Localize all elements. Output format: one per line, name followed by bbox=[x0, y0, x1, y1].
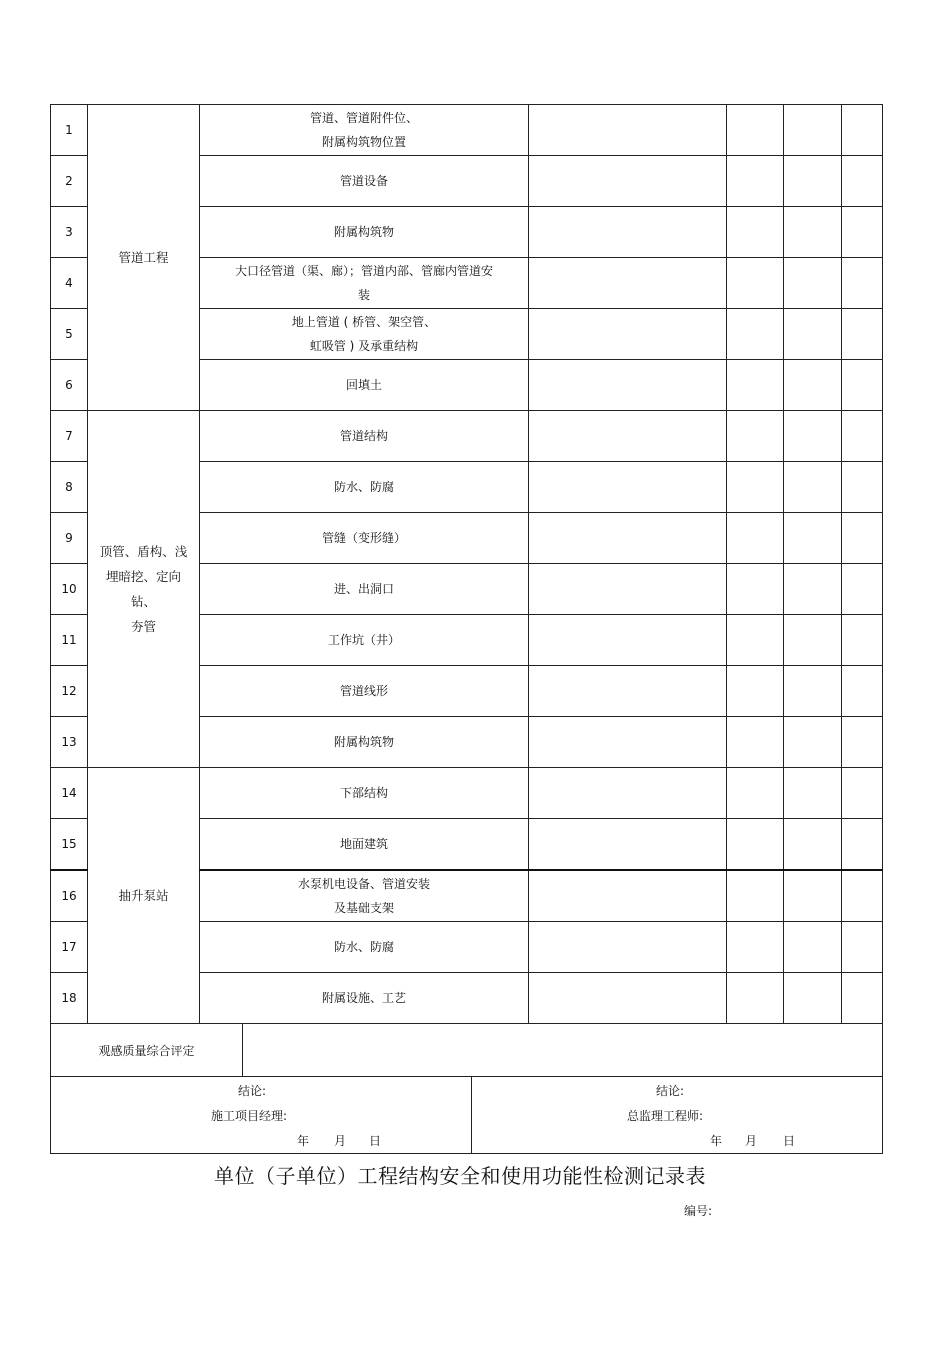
row-number: 16 bbox=[51, 870, 88, 922]
row-number: 4 bbox=[51, 258, 88, 309]
inspection-item-line: 防水、防腐 bbox=[333, 940, 394, 954]
blank-cell[interactable] bbox=[784, 207, 842, 258]
blank-cell[interactable] bbox=[842, 513, 883, 564]
row-number: 8 bbox=[51, 462, 88, 513]
blank-cell[interactable] bbox=[842, 360, 883, 411]
blank-cell[interactable] bbox=[529, 615, 727, 666]
blank-cell[interactable] bbox=[529, 411, 727, 462]
inspection-item bbox=[200, 207, 529, 258]
contractor-conclusion-label: 结论: bbox=[238, 1084, 267, 1098]
blank-cell[interactable] bbox=[727, 717, 784, 768]
row-number: 11 bbox=[51, 615, 88, 666]
blank-cell[interactable] bbox=[529, 513, 727, 564]
inspection-item-line: 进、出洞口 bbox=[333, 582, 394, 596]
blank-cell[interactable] bbox=[842, 666, 883, 717]
inspection-item bbox=[200, 309, 529, 360]
row-number: 9 bbox=[51, 513, 88, 564]
blank-cell[interactable] bbox=[529, 207, 727, 258]
blank-cell[interactable] bbox=[529, 768, 727, 819]
inspection-item-line: 地上管道 ( 桥管、架空管、 bbox=[291, 315, 437, 329]
inspection-item bbox=[200, 666, 529, 717]
blank-cell[interactable] bbox=[529, 717, 727, 768]
blank-cell[interactable] bbox=[727, 360, 784, 411]
table-row bbox=[51, 411, 883, 462]
row-number: 5 bbox=[51, 309, 88, 360]
blank-cell[interactable] bbox=[727, 207, 784, 258]
supervisor-conclusion-label: 结论: bbox=[656, 1084, 685, 1098]
blank-cell[interactable] bbox=[529, 973, 727, 1024]
group-trenchless-label bbox=[96, 539, 192, 639]
inspection-item bbox=[200, 105, 529, 156]
blank-cell[interactable] bbox=[727, 564, 784, 615]
blank-cell[interactable] bbox=[842, 922, 883, 973]
inspection-item-line: 工作坑（井） bbox=[327, 633, 400, 647]
inspection-item bbox=[200, 615, 529, 666]
blank-cell[interactable] bbox=[529, 564, 727, 615]
signature-row bbox=[51, 1077, 883, 1154]
blank-cell[interactable] bbox=[842, 717, 883, 768]
blank-cell[interactable] bbox=[529, 156, 727, 207]
row-number: 15 bbox=[51, 819, 88, 871]
row-number: 12 bbox=[51, 666, 88, 717]
inspection-item-line: 回填土 bbox=[345, 378, 382, 392]
inspection-item-line: 大口径管道（渠、廊）；管道内部、管廊内管道安 bbox=[234, 264, 493, 278]
blank-cell[interactable] bbox=[784, 973, 842, 1024]
inspection-item-line: 装 bbox=[357, 288, 370, 302]
blank-cell[interactable] bbox=[784, 922, 842, 973]
blank-cell[interactable] bbox=[784, 360, 842, 411]
blank-cell[interactable] bbox=[784, 258, 842, 309]
blank-cell[interactable] bbox=[784, 768, 842, 819]
group-pump-station-label: 抽升泵站 bbox=[118, 888, 169, 903]
group-trenchless-line: 夯管 bbox=[130, 619, 156, 634]
evaluation-row bbox=[51, 1024, 883, 1077]
table-row bbox=[51, 105, 883, 156]
inspection-item bbox=[200, 258, 529, 309]
blank-cell[interactable] bbox=[784, 819, 842, 871]
inspection-item-line: 附属设施、工艺 bbox=[321, 991, 406, 1005]
blank-cell[interactable] bbox=[784, 156, 842, 207]
inspection-item-line: 水泵机电设备、管道安装 bbox=[297, 877, 430, 891]
group-trenchless-line: 钻、 bbox=[130, 594, 156, 609]
inspection-item-line: 虹吸管 ) 及承重结构 bbox=[309, 339, 419, 353]
supervisor-day-label: 日 bbox=[783, 1134, 796, 1148]
evaluation-value[interactable] bbox=[243, 1024, 883, 1077]
inspection-item bbox=[200, 717, 529, 768]
blank-cell[interactable] bbox=[727, 922, 784, 973]
evaluation-label: 观感质量综合评定 bbox=[51, 1024, 243, 1077]
blank-cell[interactable] bbox=[842, 309, 883, 360]
blank-cell[interactable] bbox=[727, 513, 784, 564]
blank-cell[interactable] bbox=[784, 309, 842, 360]
inspection-item-line: 管道、管道附件位、 bbox=[309, 111, 418, 125]
blank-cell[interactable] bbox=[842, 870, 883, 922]
blank-cell[interactable] bbox=[727, 615, 784, 666]
blank-cell[interactable] bbox=[529, 309, 727, 360]
blank-cell[interactable] bbox=[727, 105, 784, 156]
blank-cell[interactable] bbox=[529, 105, 727, 156]
blank-cell[interactable] bbox=[529, 666, 727, 717]
inspection-item-line: 管道设备 bbox=[339, 174, 388, 188]
code-number-label: 编号: bbox=[684, 1204, 713, 1218]
contractor-year-label: 年 bbox=[297, 1134, 310, 1148]
blank-cell[interactable] bbox=[727, 819, 784, 871]
blank-cell[interactable] bbox=[529, 462, 727, 513]
blank-cell[interactable] bbox=[727, 156, 784, 207]
inspection-item bbox=[200, 973, 529, 1024]
inspection-item bbox=[200, 870, 529, 922]
blank-cell[interactable] bbox=[842, 615, 883, 666]
row-number: 14 bbox=[51, 768, 88, 819]
row-number: 7 bbox=[51, 411, 88, 462]
blank-cell[interactable] bbox=[529, 922, 727, 973]
blank-cell[interactable] bbox=[727, 309, 784, 360]
blank-cell[interactable] bbox=[784, 105, 842, 156]
row-number: 17 bbox=[51, 922, 88, 973]
contractor-day-label: 日 bbox=[369, 1134, 382, 1148]
blank-cell[interactable] bbox=[842, 258, 883, 309]
row-number: 18 bbox=[51, 973, 88, 1024]
inspection-sheet bbox=[50, 104, 882, 1154]
blank-cell[interactable] bbox=[784, 411, 842, 462]
blank-cell[interactable] bbox=[727, 411, 784, 462]
blank-cell[interactable] bbox=[727, 870, 784, 922]
group-pipeline-engineering bbox=[88, 105, 200, 411]
blank-cell[interactable] bbox=[727, 768, 784, 819]
row-number: 1 bbox=[51, 105, 88, 156]
contractor-sign-cell[interactable] bbox=[51, 1077, 472, 1154]
blank-cell[interactable] bbox=[842, 411, 883, 462]
blank-cell[interactable] bbox=[529, 360, 727, 411]
blank-cell[interactable] bbox=[842, 105, 883, 156]
row-number: 6 bbox=[51, 360, 88, 411]
inspection-item-line: 管道结构 bbox=[339, 429, 388, 443]
blank-cell[interactable] bbox=[784, 462, 842, 513]
blank-cell[interactable] bbox=[529, 870, 727, 922]
blank-cell[interactable] bbox=[727, 462, 784, 513]
inspection-item bbox=[200, 156, 529, 207]
supervisor-year-label: 年 bbox=[710, 1134, 723, 1148]
inspection-item-line: 管缝（变形缝） bbox=[321, 531, 406, 545]
blank-cell[interactable] bbox=[784, 564, 842, 615]
blank-cell[interactable] bbox=[784, 666, 842, 717]
signature-table bbox=[50, 1076, 883, 1154]
blank-cell[interactable] bbox=[842, 156, 883, 207]
inspection-item bbox=[200, 564, 529, 615]
blank-cell[interactable] bbox=[727, 666, 784, 717]
contractor-pm-label: 施工项目经理: bbox=[211, 1109, 288, 1123]
blank-cell[interactable] bbox=[842, 819, 883, 871]
blank-cell[interactable] bbox=[842, 973, 883, 1024]
inspection-item-line: 及基础支架 bbox=[333, 901, 394, 915]
group-trenchless bbox=[88, 411, 200, 768]
row-number: 2 bbox=[51, 156, 88, 207]
inspection-item-line: 下部结构 bbox=[339, 786, 388, 800]
chief-supervisor-label: 总监理工程师: bbox=[627, 1109, 704, 1123]
group-pump-station bbox=[88, 768, 200, 1024]
row-number: 3 bbox=[51, 207, 88, 258]
supervisor-sign-cell[interactable] bbox=[472, 1077, 883, 1154]
inspection-item-line: 地面建筑 bbox=[339, 837, 388, 851]
evaluation-table bbox=[50, 1023, 883, 1077]
inspection-item bbox=[200, 922, 529, 973]
blank-cell[interactable] bbox=[529, 258, 727, 309]
group-trenchless-line: 顶管、盾构、浅 bbox=[99, 544, 188, 559]
group-trenchless-line: 埋暗挖、定向 bbox=[105, 569, 181, 584]
blank-cell[interactable] bbox=[784, 717, 842, 768]
inspection-table bbox=[50, 104, 883, 1024]
inspection-item-line: 附属构筑物 bbox=[333, 735, 394, 749]
inspection-item bbox=[200, 462, 529, 513]
inspection-item bbox=[200, 411, 529, 462]
document-title: 单位（子单位）工程结构安全和使用功能性检测记录表 bbox=[214, 1164, 706, 1188]
inspection-item bbox=[200, 360, 529, 411]
blank-cell[interactable] bbox=[784, 870, 842, 922]
blank-cell[interactable] bbox=[842, 768, 883, 819]
inspection-item-line: 防水、防腐 bbox=[333, 480, 394, 494]
inspection-item bbox=[200, 768, 529, 819]
blank-cell[interactable] bbox=[529, 819, 727, 871]
row-number: 13 bbox=[51, 717, 88, 768]
inspection-item-line: 管道线形 bbox=[339, 684, 388, 698]
blank-cell[interactable] bbox=[727, 973, 784, 1024]
blank-cell[interactable] bbox=[842, 207, 883, 258]
row-number: 10 bbox=[51, 564, 88, 615]
inspection-item-line: 附属构筑物 bbox=[333, 225, 394, 239]
inspection-item bbox=[200, 819, 529, 871]
blank-cell[interactable] bbox=[784, 513, 842, 564]
inspection-item bbox=[200, 513, 529, 564]
blank-cell[interactable] bbox=[784, 615, 842, 666]
supervisor-month-label: 月 bbox=[745, 1134, 758, 1148]
blank-cell[interactable] bbox=[842, 462, 883, 513]
inspection-item-line: 附属构筑物位置 bbox=[321, 135, 406, 149]
group-pipeline-engineering-label: 管道工程 bbox=[118, 250, 169, 265]
blank-cell[interactable] bbox=[842, 564, 883, 615]
contractor-month-label: 月 bbox=[334, 1134, 347, 1148]
table-row bbox=[51, 768, 883, 819]
blank-cell[interactable] bbox=[727, 258, 784, 309]
